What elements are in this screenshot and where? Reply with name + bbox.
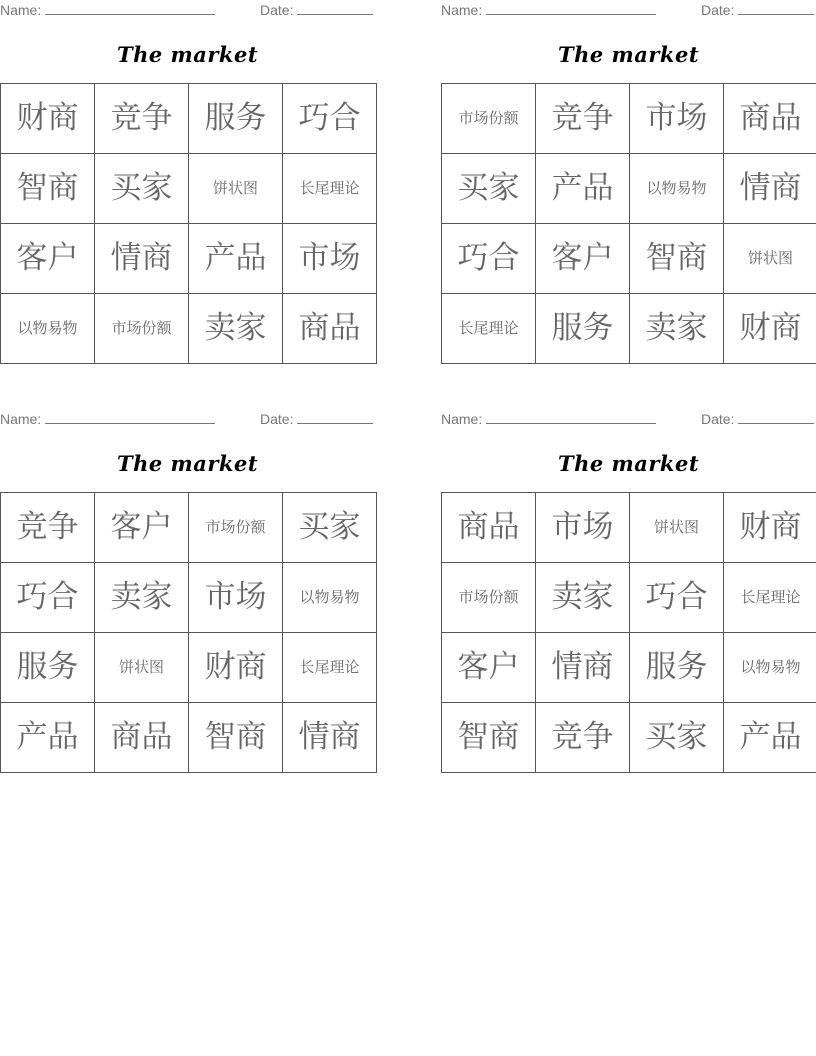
grid-row [1,84,377,154]
bingo-cell[interactable]: 长尾理论 [724,563,816,633]
name-field[interactable] [441,411,656,427]
bingo-cell[interactable]: 服务 [536,294,630,364]
name-label: Name: [441,2,483,18]
grid-row [1,563,377,633]
bingo-cell[interactable]: 巧合 [442,224,536,294]
bingo-cell[interactable]: 市场 [283,224,377,294]
bingo-cell[interactable]: 情商 [536,633,630,703]
bingo-cell[interactable]: 卖家 [630,294,724,364]
bingo-cell[interactable]: 以物易物 [630,154,724,224]
bingo-cell[interactable]: 商品 [95,703,189,773]
bingo-cell[interactable]: 买家 [442,154,536,224]
bingo-cell[interactable]: 饼状图 [724,224,816,294]
grid-row [1,224,377,294]
grid-row [442,224,816,294]
name-blank-line[interactable] [45,2,215,15]
bingo-grid [441,492,816,773]
bingo-cell[interactable]: 竞争 [536,703,630,773]
grid-row [442,493,816,563]
bingo-cell[interactable]: 产品 [189,224,283,294]
bingo-cell[interactable]: 巧合 [283,84,377,154]
card-title: The market [116,451,259,476]
date-field[interactable] [701,411,814,427]
date-blank-line[interactable] [738,411,814,424]
bingo-cell[interactable]: 卖家 [95,563,189,633]
bingo-cell[interactable]: 饼状图 [189,154,283,224]
bingo-grid [441,83,816,364]
bingo-cell[interactable]: 以物易物 [283,563,377,633]
bingo-cell[interactable]: 智商 [189,703,283,773]
bingo-cell[interactable]: 饼状图 [630,493,724,563]
bingo-cell[interactable]: 以物易物 [1,294,95,364]
bingo-cell[interactable]: 竞争 [95,84,189,154]
date-field[interactable] [701,2,814,18]
card-header [441,2,816,20]
bingo-cell[interactable]: 竞争 [1,493,95,563]
card-title: The market [116,42,259,67]
bingo-cell[interactable]: 市场份额 [442,563,536,633]
date-field[interactable] [260,2,373,18]
name-blank-line[interactable] [486,2,656,15]
bingo-cell[interactable]: 情商 [95,224,189,294]
date-field[interactable] [260,411,373,427]
name-label: Name: [441,411,483,427]
name-label: Name: [0,411,42,427]
bingo-cell[interactable]: 卖家 [536,563,630,633]
bingo-cell[interactable]: 智商 [442,703,536,773]
bingo-cell[interactable]: 情商 [724,154,816,224]
bingo-cell[interactable]: 客户 [95,493,189,563]
bingo-cell[interactable]: 长尾理论 [283,633,377,703]
date-label: Date: [701,411,735,427]
bingo-cell[interactable]: 市场份额 [95,294,189,364]
bingo-cell[interactable]: 市场 [630,84,724,154]
bingo-cell[interactable]: 市场 [189,563,283,633]
bingo-cell[interactable]: 商品 [283,294,377,364]
bingo-grid [0,83,377,364]
card-title: The market [557,451,700,476]
bingo-card-4 [441,409,816,774]
date-label: Date: [260,411,294,427]
bingo-cell[interactable]: 商品 [724,84,816,154]
grid-row [442,154,816,224]
bingo-cell[interactable]: 服务 [189,84,283,154]
bingo-cell[interactable]: 市场 [536,493,630,563]
bingo-cell[interactable]: 巧合 [1,563,95,633]
grid-row [442,633,816,703]
card-header [441,411,816,429]
bingo-cell[interactable]: 饼状图 [95,633,189,703]
bingo-cell[interactable]: 买家 [630,703,724,773]
bingo-cell[interactable]: 长尾理论 [283,154,377,224]
bingo-cell[interactable]: 巧合 [630,563,724,633]
grid-row [1,294,377,364]
bingo-card-2 [441,0,816,365]
grid-row [442,563,816,633]
grid-row [1,154,377,224]
bingo-cell[interactable]: 财商 [189,633,283,703]
bingo-cell[interactable]: 智商 [1,154,95,224]
grid-row [1,703,377,773]
card-header [0,411,375,429]
grid-row [442,703,816,773]
bingo-cell[interactable]: 客户 [442,633,536,703]
bingo-cell[interactable]: 竞争 [536,84,630,154]
name-blank-line[interactable] [486,411,656,424]
date-blank-line[interactable] [297,2,373,15]
bingo-cell[interactable]: 财商 [724,493,816,563]
name-field[interactable] [441,2,656,18]
bingo-cell[interactable]: 服务 [630,633,724,703]
bingo-cell[interactable]: 以物易物 [724,633,816,703]
bingo-card-3 [0,409,375,774]
bingo-cell[interactable]: 卖家 [189,294,283,364]
card-header [0,2,375,20]
bingo-cell[interactable]: 客户 [536,224,630,294]
bingo-cell[interactable]: 市场份额 [189,493,283,563]
name-field[interactable] [0,411,215,427]
grid-row [1,633,377,703]
grid-row [442,84,816,154]
bingo-cell[interactable]: 长尾理论 [442,294,536,364]
grid-row [1,493,377,563]
date-label: Date: [260,2,294,18]
bingo-cell[interactable]: 买家 [95,154,189,224]
grid-row [442,294,816,364]
bingo-cell[interactable]: 服务 [1,633,95,703]
bingo-cell[interactable]: 财商 [724,294,816,364]
bingo-cell[interactable]: 市场份额 [442,84,536,154]
bingo-cell[interactable]: 产品 [724,703,816,773]
bingo-cell[interactable]: 产品 [1,703,95,773]
bingo-cell[interactable]: 财商 [1,84,95,154]
card-title: The market [557,42,700,67]
date-blank-line[interactable] [297,411,373,424]
bingo-cell[interactable]: 买家 [283,493,377,563]
bingo-cell[interactable]: 情商 [283,703,377,773]
bingo-card-1 [0,0,375,365]
bingo-cell[interactable]: 智商 [630,224,724,294]
name-blank-line[interactable] [45,411,215,424]
bingo-cell[interactable]: 产品 [536,154,630,224]
date-blank-line[interactable] [738,2,814,15]
date-label: Date: [701,2,735,18]
bingo-grid [0,492,377,773]
name-label: Name: [0,2,42,18]
bingo-cell[interactable]: 客户 [1,224,95,294]
bingo-cell[interactable]: 商品 [442,493,536,563]
name-field[interactable] [0,2,215,18]
